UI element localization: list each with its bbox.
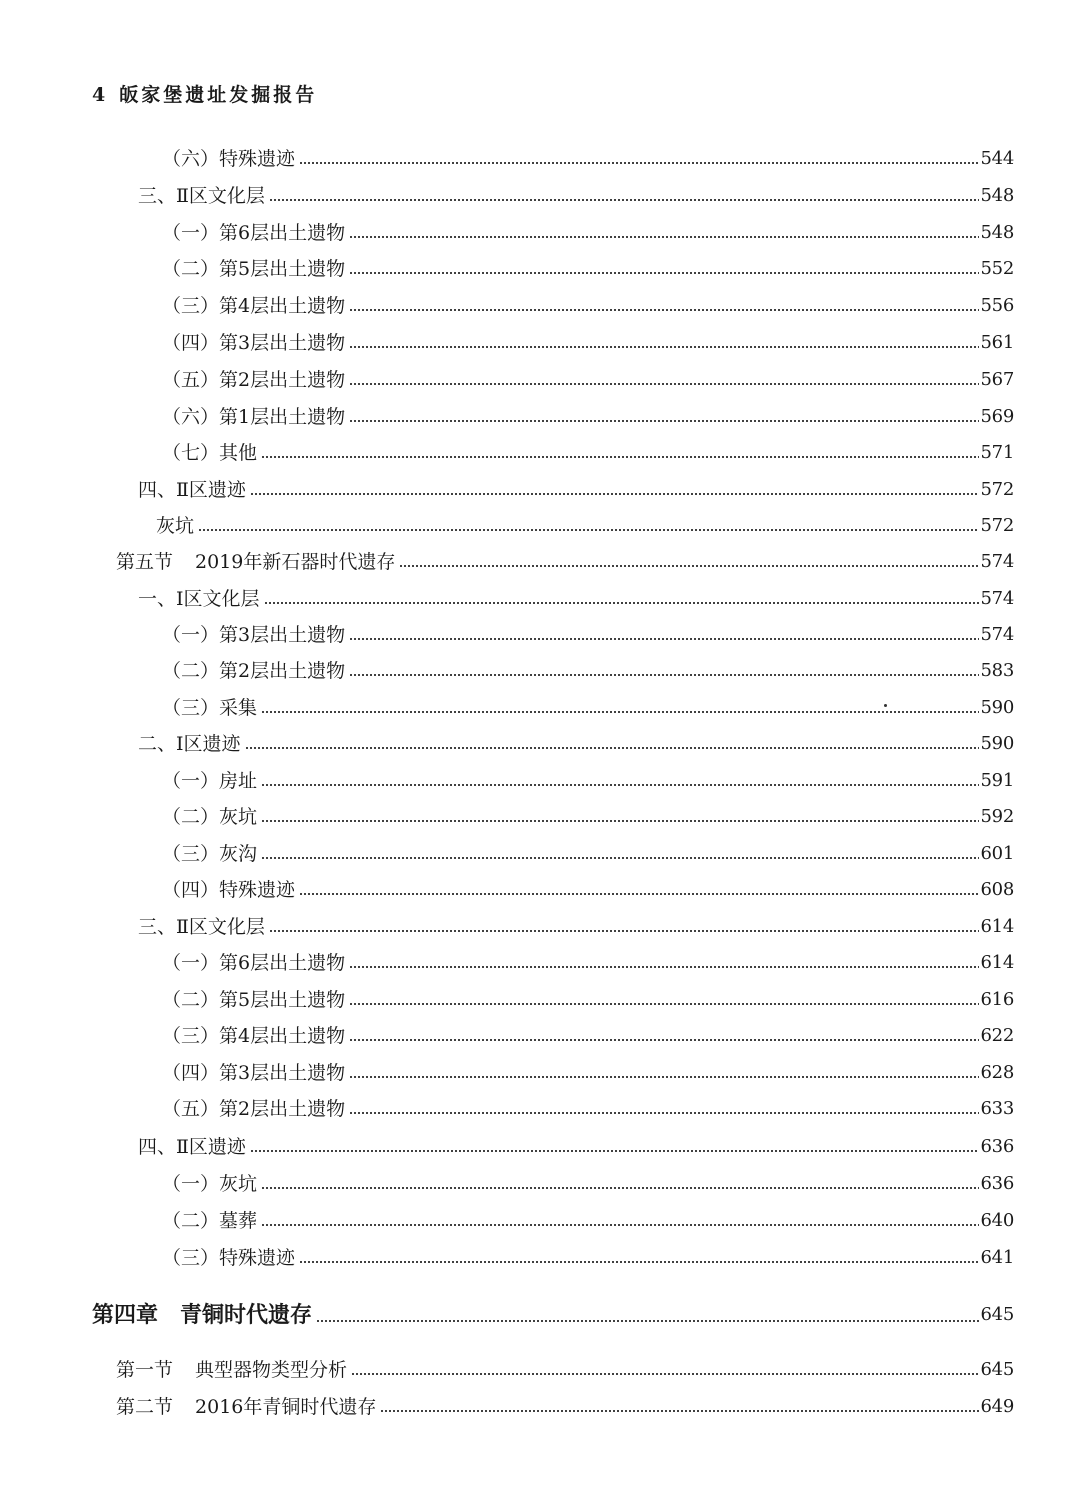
- toc-entry-title: （一）灰坑: [162, 1173, 258, 1195]
- toc-entry: [116, 1357, 1014, 1383]
- toc-entry-page-number: 645: [980, 1304, 1014, 1325]
- toc-entry-page-number: 636: [980, 1173, 1014, 1194]
- dot-leader: [349, 1002, 978, 1006]
- toc-entry-page-number: 548: [980, 222, 1014, 243]
- toc-entry: [138, 1134, 1014, 1160]
- toc-entry: [162, 658, 1014, 684]
- dot-leader: [349, 637, 978, 641]
- toc-entry-page-number: 591: [980, 770, 1014, 791]
- toc-entry-title: 第二节 2016年青铜时代遗存: [116, 1396, 377, 1418]
- dot-leader: [349, 1038, 978, 1042]
- toc-entry: [162, 256, 1014, 282]
- dot-leader: [264, 601, 979, 605]
- toc-entry: [162, 804, 1014, 830]
- toc-entry-title: 四、Ⅱ区遗迹: [138, 479, 246, 501]
- toc-entry: [162, 768, 1014, 794]
- toc-entry-title: （一）第3层出土遗物: [162, 624, 346, 646]
- toc-entry-title: （六）特殊遗迹: [162, 148, 296, 170]
- dot-leader: [261, 819, 979, 823]
- toc-entry: [116, 549, 1014, 575]
- toc-entry-title: 三、Ⅱ区文化层: [138, 185, 265, 207]
- dot-leader: [399, 564, 978, 568]
- toc-entry-page-number: 616: [980, 989, 1014, 1010]
- dot-leader: [349, 308, 978, 312]
- toc-entry-page-number: 574: [980, 551, 1014, 572]
- toc-entry-page-number: 622: [980, 1025, 1014, 1046]
- scan-speck: [884, 704, 887, 707]
- toc-entry: [162, 1096, 1014, 1122]
- toc-entry-title: （四）特殊遗迹: [162, 879, 296, 901]
- dot-leader: [349, 1075, 978, 1079]
- dot-leader: [349, 345, 978, 349]
- toc-entry: [162, 841, 1014, 867]
- toc-entry-page-number: 544: [980, 148, 1014, 169]
- toc-entry: [162, 622, 1014, 648]
- toc-entry: [162, 220, 1014, 246]
- toc-entry: [162, 987, 1014, 1013]
- dot-leader: [261, 856, 979, 860]
- toc-entry-page-number: 645: [980, 1359, 1014, 1380]
- toc-entry: [138, 914, 1014, 940]
- toc-entry: [162, 695, 1014, 721]
- toc-entry: [162, 293, 1014, 319]
- toc-entry: [162, 877, 1014, 903]
- toc-entry-title: 灰坑: [156, 515, 195, 537]
- toc-entry-page-number: 614: [980, 952, 1014, 973]
- toc-entry-title: （一）第6层出土遗物: [162, 222, 346, 244]
- dot-leader: [349, 965, 978, 969]
- toc-entry-page-number: 583: [980, 660, 1014, 681]
- dot-leader: [349, 673, 978, 677]
- toc-entry-page-number: 640: [980, 1210, 1014, 1231]
- dot-leader: [351, 1372, 979, 1376]
- toc-entry-title: （三）采集: [162, 697, 258, 719]
- toc-entry-title: 四、Ⅱ区遗迹: [138, 1136, 246, 1158]
- toc-entry-title: （二）第5层出土遗物: [162, 258, 346, 280]
- dot-leader: [250, 1149, 979, 1153]
- toc-entry: [156, 513, 1014, 539]
- toc-entry: [162, 330, 1014, 356]
- toc-entry-page-number: 574: [980, 624, 1014, 645]
- header-page-number: 4: [92, 84, 106, 106]
- dot-leader: [349, 419, 978, 423]
- toc-entry: [162, 1060, 1014, 1086]
- toc-entry-page-number: 572: [980, 479, 1014, 500]
- toc-entry-title: 一、Ⅰ区文化层: [138, 588, 260, 610]
- toc-entry-title: （三）第4层出土遗物: [162, 295, 346, 317]
- toc-entry-title: （二）第2层出土遗物: [162, 660, 346, 682]
- toc-entry-page-number: 567: [980, 369, 1014, 390]
- toc-entry-title: （一）第6层出土遗物: [162, 952, 346, 974]
- toc-entry-page-number: 633: [980, 1098, 1014, 1119]
- toc-entry-page-number: 614: [980, 916, 1014, 937]
- dot-leader: [349, 382, 978, 386]
- toc-entry-page-number: 608: [980, 879, 1014, 900]
- dot-leader: [261, 455, 979, 459]
- toc-entry-page-number: 628: [980, 1062, 1014, 1083]
- dot-leader: [250, 492, 979, 496]
- toc-entry-title: （四）第3层出土遗物: [162, 1062, 346, 1084]
- toc-entry-page-number: 592: [980, 806, 1014, 827]
- toc-entry-page-number: 571: [980, 442, 1014, 463]
- dot-leader: [299, 161, 979, 165]
- dot-leader: [349, 271, 978, 275]
- toc-entry-title: （四）第3层出土遗物: [162, 332, 346, 354]
- toc-entry-title: （二）第5层出土遗物: [162, 989, 346, 1011]
- toc-entry: [162, 1171, 1014, 1197]
- toc-entry: [162, 367, 1014, 393]
- toc-entry-page-number: 641: [980, 1247, 1014, 1268]
- toc-entry-title: （二）灰坑: [162, 806, 258, 828]
- toc-entry-page-number: 556: [980, 295, 1014, 316]
- toc-entry-page-number: 590: [980, 733, 1014, 754]
- toc-entry-title: （六）第1层出土遗物: [162, 406, 346, 428]
- toc-entry-title: 第五节 2019年新石器时代遗存: [116, 551, 396, 573]
- dot-leader: [198, 528, 979, 532]
- running-header: [92, 80, 317, 107]
- toc-entry-title: （三）第4层出土遗物: [162, 1025, 346, 1047]
- dot-leader: [245, 746, 979, 750]
- toc-entry-title: （三）特殊遗迹: [162, 1247, 296, 1269]
- toc-entry-title: （五）第2层出土遗物: [162, 1098, 346, 1120]
- dot-leader: [349, 235, 978, 239]
- dot-leader: [316, 1319, 979, 1323]
- toc-entry-page-number: 590: [980, 697, 1014, 718]
- dot-leader: [349, 1111, 978, 1115]
- toc-entry: [162, 146, 1014, 172]
- toc-entry: [138, 477, 1014, 503]
- toc-entry-page-number: 601: [980, 843, 1014, 864]
- toc-entry-page-number: 649: [980, 1396, 1014, 1417]
- dot-leader: [299, 892, 979, 896]
- toc-entry: [116, 1394, 1014, 1420]
- toc-entry-title: （五）第2层出土遗物: [162, 369, 346, 391]
- header-book-title: 皈家堡遗址发掘报告: [119, 84, 318, 106]
- dot-leader: [269, 929, 979, 933]
- dot-leader: [261, 783, 979, 787]
- toc-entry: [138, 586, 1014, 612]
- toc-entry: [92, 1300, 1014, 1330]
- toc-entry-page-number: 548: [980, 185, 1014, 206]
- toc-entry-title: 二、Ⅰ区遗迹: [138, 733, 241, 755]
- toc-entry: [162, 950, 1014, 976]
- dot-leader: [261, 1223, 979, 1227]
- toc-entry-title: 第四章 青铜时代遗存: [92, 1302, 313, 1328]
- toc-entry: [162, 1023, 1014, 1049]
- toc-entry: [162, 440, 1014, 466]
- toc-entry-title: （二）墓葬: [162, 1210, 258, 1232]
- toc-entry: [162, 404, 1014, 430]
- dot-leader: [261, 710, 979, 714]
- toc-entry: [138, 183, 1014, 209]
- toc-entry-page-number: 636: [980, 1136, 1014, 1157]
- toc-entry-title: 第一节 典型器物类型分析: [116, 1359, 348, 1381]
- toc-entry: [138, 731, 1014, 757]
- toc-entry-page-number: 552: [980, 258, 1014, 279]
- toc-entry: [162, 1245, 1014, 1271]
- dot-leader: [269, 198, 979, 202]
- toc-entry-title: 三、Ⅱ区文化层: [138, 916, 265, 938]
- dot-leader: [299, 1260, 979, 1264]
- dot-leader: [261, 1186, 979, 1190]
- toc-entry-page-number: 569: [980, 406, 1014, 427]
- toc-entry-title: （三）灰沟: [162, 843, 258, 865]
- toc-entry-page-number: 561: [980, 332, 1014, 353]
- toc-entry-title: （七）其他: [162, 442, 258, 464]
- toc-entry-title: （一）房址: [162, 770, 258, 792]
- toc-entry-page-number: 574: [980, 588, 1014, 609]
- toc-entry-page-number: 572: [980, 515, 1014, 536]
- dot-leader: [380, 1409, 978, 1413]
- toc-entry: [162, 1208, 1014, 1234]
